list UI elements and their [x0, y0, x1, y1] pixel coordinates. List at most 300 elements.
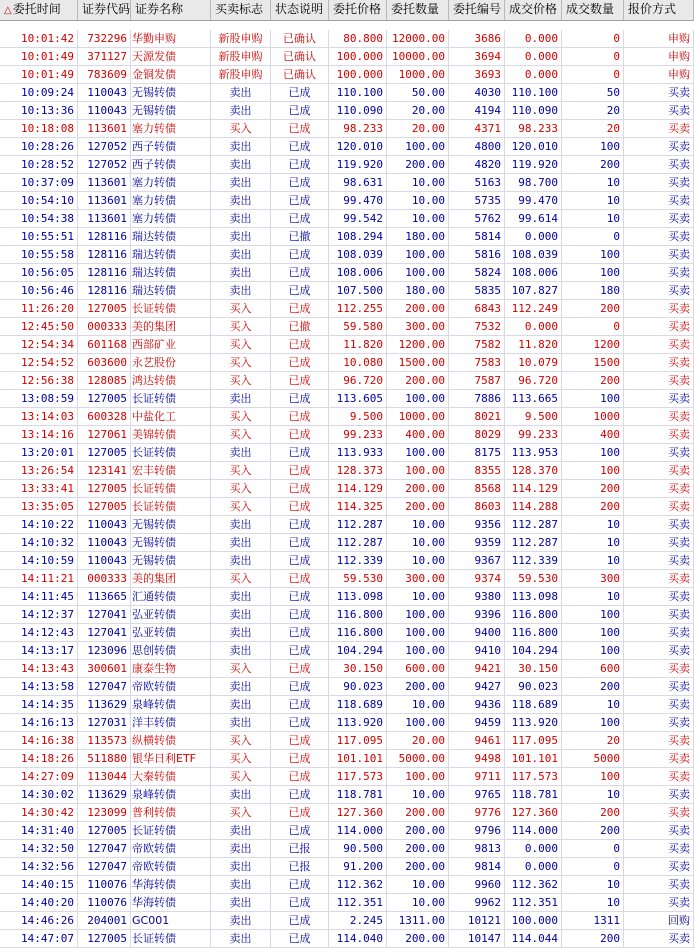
table-row[interactable] [0, 462, 694, 480]
cell-name: 西子转债 [131, 156, 211, 173]
cell-side: 买入 [211, 498, 271, 515]
cell-quote-type: 买卖 [624, 138, 694, 155]
cell-time: 10:01:49 [0, 48, 78, 65]
table-row[interactable] [0, 786, 694, 804]
cell-side: 新股申购 [211, 48, 271, 65]
cell-status: 已成 [271, 390, 329, 407]
cell-status: 已成 [271, 660, 329, 677]
table-row[interactable] [0, 174, 694, 192]
cell-code: 127005 [78, 480, 131, 497]
cell-order-qty: 200.00 [387, 930, 449, 947]
cell-side: 买入 [211, 480, 271, 497]
cell-quote-type: 申购 [624, 66, 694, 83]
table-row[interactable] [0, 228, 694, 246]
cell-status: 已成 [271, 444, 329, 461]
cell-status: 已成 [271, 606, 329, 623]
cell-fill-qty: 5000 [562, 750, 624, 767]
cell-code: 000333 [78, 318, 131, 335]
cell-order-qty: 180.00 [387, 282, 449, 299]
cell-order-price: 112.351 [329, 894, 387, 911]
column-header-quote-type[interactable]: 报价方式 [624, 0, 694, 20]
table-row[interactable] [0, 354, 694, 372]
cell-time: 12:54:52 [0, 354, 78, 371]
cell-order-id: 5735 [449, 192, 505, 209]
cell-quote-type: 买卖 [624, 174, 694, 191]
cell-order-id: 10121 [449, 912, 505, 929]
cell-side: 买入 [211, 354, 271, 371]
cell-order-id: 9796 [449, 822, 505, 839]
cell-fill-qty: 0 [562, 318, 624, 335]
cell-status: 已成 [271, 876, 329, 893]
cell-fill-price: 117.573 [505, 768, 562, 785]
cell-quote-type: 买卖 [624, 246, 694, 263]
cell-time: 13:08:59 [0, 390, 78, 407]
cell-time: 14:11:45 [0, 588, 78, 605]
table-row[interactable] [0, 426, 694, 444]
cell-order-price: 91.200 [329, 858, 387, 875]
cell-order-qty: 1200.00 [387, 336, 449, 353]
cell-quote-type: 买卖 [624, 624, 694, 641]
cell-fill-qty: 1500 [562, 354, 624, 371]
cell-order-id: 9400 [449, 624, 505, 641]
cell-side: 卖出 [211, 606, 271, 623]
cell-fill-price: 116.800 [505, 606, 562, 623]
cell-status: 已成 [271, 354, 329, 371]
table-row[interactable] [0, 912, 694, 930]
cell-code: 123141 [78, 462, 131, 479]
cell-order-price: 114.325 [329, 498, 387, 515]
cell-fill-qty: 0 [562, 30, 624, 47]
column-header-side[interactable]: 买卖标志 [211, 0, 271, 20]
column-header-time[interactable]: △委托时间 [0, 0, 78, 20]
table-row[interactable] [0, 390, 694, 408]
cell-fill-price: 114.288 [505, 498, 562, 515]
cell-quote-type: 买卖 [624, 282, 694, 299]
cell-order-id: 9356 [449, 516, 505, 533]
cell-time: 14:30:02 [0, 786, 78, 803]
cell-quote-type: 买卖 [624, 588, 694, 605]
table-row[interactable] [0, 696, 694, 714]
cell-order-qty: 10.00 [387, 210, 449, 227]
cell-order-id: 9962 [449, 894, 505, 911]
table-row[interactable] [0, 894, 694, 912]
cell-code: 000333 [78, 570, 131, 587]
cell-side: 买入 [211, 318, 271, 335]
cell-quote-type: 买卖 [624, 768, 694, 785]
cell-order-qty: 180.00 [387, 228, 449, 245]
cell-code: 127047 [78, 858, 131, 875]
cell-status: 已成 [271, 714, 329, 731]
table-row[interactable] [0, 300, 694, 318]
cell-code: 123096 [78, 642, 131, 659]
cell-order-id: 3693 [449, 66, 505, 83]
cell-order-qty: 200.00 [387, 840, 449, 857]
cell-quote-type: 买卖 [624, 390, 694, 407]
cell-quote-type: 买卖 [624, 570, 694, 587]
cell-fill-price: 120.010 [505, 138, 562, 155]
cell-order-price: 114.129 [329, 480, 387, 497]
cell-order-id: 8175 [449, 444, 505, 461]
cell-status: 已确认 [271, 48, 329, 65]
cell-side: 新股申购 [211, 30, 271, 47]
cell-quote-type: 买卖 [624, 318, 694, 335]
cell-quote-type: 回购 [624, 912, 694, 929]
cell-time: 14:32:56 [0, 858, 78, 875]
cell-code: 511880 [78, 750, 131, 767]
cell-side: 卖出 [211, 696, 271, 713]
cell-order-price: 9.500 [329, 408, 387, 425]
cell-name: 永艺股份 [131, 354, 211, 371]
cell-side: 卖出 [211, 552, 271, 569]
cell-order-qty: 10.00 [387, 588, 449, 605]
cell-code: 113601 [78, 192, 131, 209]
cell-fill-price: 11.820 [505, 336, 562, 353]
cell-code: 127005 [78, 498, 131, 515]
cell-fill-qty: 10 [562, 786, 624, 803]
table-row[interactable] [0, 678, 694, 696]
cell-code: 110076 [78, 894, 131, 911]
cell-order-qty: 100.00 [387, 642, 449, 659]
cell-fill-price: 104.294 [505, 642, 562, 659]
cell-name: 西子转债 [131, 138, 211, 155]
cell-code: 128116 [78, 264, 131, 281]
cell-order-id: 8568 [449, 480, 505, 497]
cell-code: 113044 [78, 768, 131, 785]
cell-code: 127031 [78, 714, 131, 731]
cell-fill-price: 114.000 [505, 822, 562, 839]
cell-status: 已确认 [271, 66, 329, 83]
cell-name: 泉峰转债 [131, 696, 211, 713]
cell-fill-price: 112.249 [505, 300, 562, 317]
table-row[interactable] [0, 876, 694, 894]
cell-code: 113601 [78, 210, 131, 227]
cell-code: 127047 [78, 678, 131, 695]
cell-fill-qty: 200 [562, 156, 624, 173]
cell-side: 买入 [211, 570, 271, 587]
cell-order-qty: 10.00 [387, 174, 449, 191]
table-row[interactable] [0, 480, 694, 498]
cell-order-qty: 10.00 [387, 516, 449, 533]
table-row[interactable] [0, 264, 694, 282]
cell-status: 已成 [271, 138, 329, 155]
cell-quote-type: 买卖 [624, 228, 694, 245]
cell-fill-price: 59.530 [505, 570, 562, 587]
cell-order-price: 2.245 [329, 912, 387, 929]
cell-name: 瑞达转债 [131, 282, 211, 299]
cell-order-qty: 10.00 [387, 552, 449, 569]
cell-order-id: 9960 [449, 876, 505, 893]
cell-time: 14:47:07 [0, 930, 78, 947]
cell-status: 已成 [271, 912, 329, 929]
cell-order-qty: 100.00 [387, 264, 449, 281]
cell-fill-price: 0.000 [505, 30, 562, 47]
cell-code: 110043 [78, 534, 131, 551]
cell-fill-qty: 1311 [562, 912, 624, 929]
cell-time: 14:32:50 [0, 840, 78, 857]
table-row[interactable] [0, 750, 694, 768]
cell-order-id: 4194 [449, 102, 505, 119]
cell-side: 买入 [211, 462, 271, 479]
cell-side: 买入 [211, 750, 271, 767]
cell-side: 卖出 [211, 444, 271, 461]
column-header-fill-qty[interactable]: 成交数量 [562, 0, 624, 20]
cell-quote-type: 买卖 [624, 750, 694, 767]
table-row[interactable] [0, 804, 694, 822]
table-row[interactable] [0, 372, 694, 390]
table-row[interactable] [0, 840, 694, 858]
cell-code: 128116 [78, 246, 131, 263]
table-row[interactable] [0, 246, 694, 264]
table-row[interactable] [0, 768, 694, 786]
cell-code: 128116 [78, 228, 131, 245]
cell-side: 买入 [211, 372, 271, 389]
table-row[interactable] [0, 192, 694, 210]
cell-order-price: 113.933 [329, 444, 387, 461]
cell-name: 天源发债 [131, 48, 211, 65]
column-header-name[interactable]: 证券名称 [131, 0, 211, 20]
table-row[interactable] [0, 48, 694, 66]
cell-fill-qty: 20 [562, 102, 624, 119]
cell-name: 塞力转债 [131, 192, 211, 209]
table-row[interactable] [0, 84, 694, 102]
cell-fill-qty: 10 [562, 192, 624, 209]
table-row[interactable] [0, 570, 694, 588]
cell-code: 371127 [78, 48, 131, 65]
cell-order-price: 117.573 [329, 768, 387, 785]
cell-order-price: 110.100 [329, 84, 387, 101]
cell-fill-price: 98.700 [505, 174, 562, 191]
column-header-order-price[interactable]: 委托价格 [329, 0, 387, 20]
cell-name: 瑞达转债 [131, 246, 211, 263]
cell-status: 已成 [271, 480, 329, 497]
table-row[interactable] [0, 732, 694, 750]
cell-fill-price: 112.287 [505, 534, 562, 551]
cell-side: 卖出 [211, 210, 271, 227]
cell-status: 已成 [271, 264, 329, 281]
cell-name: 塞力转债 [131, 174, 211, 191]
cell-code: 110043 [78, 552, 131, 569]
cell-order-qty: 10.00 [387, 786, 449, 803]
cell-order-price: 108.039 [329, 246, 387, 263]
cell-time: 14:40:15 [0, 876, 78, 893]
cell-quote-type: 买卖 [624, 606, 694, 623]
cell-name: 汇通转债 [131, 588, 211, 605]
cell-order-price: 112.339 [329, 552, 387, 569]
table-row[interactable] [0, 120, 694, 138]
cell-order-id: 6843 [449, 300, 505, 317]
cell-fill-qty: 300 [562, 570, 624, 587]
cell-fill-qty: 1000 [562, 408, 624, 425]
column-header-status[interactable]: 状态说明 [271, 0, 329, 20]
cell-fill-price: 113.665 [505, 390, 562, 407]
cell-quote-type: 买卖 [624, 516, 694, 533]
cell-order-id: 4030 [449, 84, 505, 101]
cell-order-price: 114.000 [329, 822, 387, 839]
cell-order-id: 7587 [449, 372, 505, 389]
cell-status: 已成 [271, 84, 329, 101]
cell-name: 长证转债 [131, 300, 211, 317]
table-row[interactable] [0, 66, 694, 84]
cell-status: 已确认 [271, 30, 329, 47]
cell-order-price: 116.800 [329, 624, 387, 641]
cell-time: 10:01:42 [0, 30, 78, 47]
table-row[interactable] [0, 444, 694, 462]
cell-fill-price: 0.000 [505, 66, 562, 83]
cell-quote-type: 买卖 [624, 408, 694, 425]
cell-order-qty: 100.00 [387, 462, 449, 479]
cell-fill-price: 118.781 [505, 786, 562, 803]
cell-time: 14:46:26 [0, 912, 78, 929]
cell-quote-type: 买卖 [624, 930, 694, 947]
table-row[interactable] [0, 534, 694, 552]
cell-order-id: 3694 [449, 48, 505, 65]
cell-time: 14:11:21 [0, 570, 78, 587]
cell-order-id: 9421 [449, 660, 505, 677]
cell-order-price: 59.580 [329, 318, 387, 335]
cell-quote-type: 买卖 [624, 858, 694, 875]
table-row[interactable] [0, 714, 694, 732]
table-row[interactable] [0, 336, 694, 354]
cell-name: 纵横转债 [131, 732, 211, 749]
cell-time: 14:13:43 [0, 660, 78, 677]
cell-name: 长证转债 [131, 498, 211, 515]
cell-order-qty: 10.00 [387, 192, 449, 209]
cell-order-qty: 600.00 [387, 660, 449, 677]
cell-name: 塞力转债 [131, 120, 211, 137]
cell-order-id: 9765 [449, 786, 505, 803]
cell-code: 127005 [78, 444, 131, 461]
cell-code: 110043 [78, 516, 131, 533]
table-row[interactable] [0, 642, 694, 660]
cell-fill-qty: 0 [562, 228, 624, 245]
table-row[interactable] [0, 408, 694, 426]
cell-fill-qty: 100 [562, 390, 624, 407]
cell-order-price: 128.373 [329, 462, 387, 479]
cell-code: 113629 [78, 696, 131, 713]
cell-name: 塞力转债 [131, 210, 211, 227]
table-row[interactable] [0, 606, 694, 624]
cell-code: 127052 [78, 156, 131, 173]
table-row[interactable] [0, 858, 694, 876]
cell-order-qty: 10.00 [387, 876, 449, 893]
cell-side: 卖出 [211, 264, 271, 281]
cell-order-price: 113.605 [329, 390, 387, 407]
cell-order-price: 80.800 [329, 30, 387, 47]
column-header-fill-price[interactable]: 成交价格 [505, 0, 562, 20]
cell-order-qty: 200.00 [387, 156, 449, 173]
cell-fill-price: 112.351 [505, 894, 562, 911]
cell-fill-price: 114.129 [505, 480, 562, 497]
table-row[interactable] [0, 624, 694, 642]
cell-fill-price: 112.339 [505, 552, 562, 569]
cell-order-qty: 1311.00 [387, 912, 449, 929]
cell-fill-qty: 10 [562, 588, 624, 605]
table-row[interactable] [0, 660, 694, 678]
cell-quote-type: 买卖 [624, 462, 694, 479]
cell-order-price: 99.470 [329, 192, 387, 209]
cell-order-id: 9498 [449, 750, 505, 767]
cell-order-id: 5824 [449, 264, 505, 281]
cell-code: 113665 [78, 588, 131, 605]
table-row[interactable] [0, 516, 694, 534]
cell-code: 601168 [78, 336, 131, 353]
table-row[interactable] [0, 318, 694, 336]
table-row[interactable] [0, 552, 694, 570]
cell-side: 卖出 [211, 282, 271, 299]
cell-status: 已成 [271, 210, 329, 227]
cell-order-qty: 100.00 [387, 768, 449, 785]
cell-name: 无锡转债 [131, 84, 211, 101]
cell-time: 14:31:40 [0, 822, 78, 839]
cell-side: 卖出 [211, 642, 271, 659]
cell-time: 14:10:22 [0, 516, 78, 533]
cell-code: 127041 [78, 606, 131, 623]
cell-order-qty: 100.00 [387, 624, 449, 641]
cell-order-qty: 20.00 [387, 732, 449, 749]
cell-side: 买入 [211, 660, 271, 677]
cell-quote-type: 买卖 [624, 642, 694, 659]
cell-time: 10:18:08 [0, 120, 78, 137]
table-row[interactable] [0, 822, 694, 840]
cell-side: 卖出 [211, 534, 271, 551]
cell-name: 弘亚转债 [131, 624, 211, 641]
cell-name: 长证转债 [131, 480, 211, 497]
cell-side: 买入 [211, 408, 271, 425]
cell-quote-type: 买卖 [624, 426, 694, 443]
cell-time: 13:35:05 [0, 498, 78, 515]
table-row[interactable] [0, 30, 694, 48]
cell-order-id: 9410 [449, 642, 505, 659]
cell-order-price: 120.010 [329, 138, 387, 155]
cell-side: 卖出 [211, 246, 271, 263]
cell-status: 已成 [271, 156, 329, 173]
cell-quote-type: 申购 [624, 30, 694, 47]
cell-fill-qty: 10 [562, 552, 624, 569]
table-row[interactable] [0, 282, 694, 300]
cell-order-price: 112.255 [329, 300, 387, 317]
cell-order-qty: 200.00 [387, 822, 449, 839]
cell-side: 卖出 [211, 228, 271, 245]
column-header-order-qty[interactable]: 委托数量 [387, 0, 449, 20]
column-header-order-id[interactable]: 委托编号 [449, 0, 505, 20]
cell-code: 127005 [78, 930, 131, 947]
cell-fill-price: 116.800 [505, 624, 562, 641]
table-row[interactable] [0, 588, 694, 606]
cell-name: 美的集团 [131, 318, 211, 335]
cell-order-qty: 200.00 [387, 804, 449, 821]
column-header-code[interactable]: 证券代码 [78, 0, 131, 20]
cell-side: 买入 [211, 120, 271, 137]
cell-fill-price: 0.000 [505, 840, 562, 857]
cell-order-price: 118.689 [329, 696, 387, 713]
cell-status: 已成 [271, 534, 329, 551]
table-row[interactable] [0, 156, 694, 174]
cell-order-id: 9380 [449, 588, 505, 605]
cell-time: 10:28:52 [0, 156, 78, 173]
cell-fill-price: 119.920 [505, 156, 562, 173]
table-row[interactable] [0, 138, 694, 156]
table-row[interactable] [0, 210, 694, 228]
cell-status: 已成 [271, 624, 329, 641]
table-row[interactable] [0, 498, 694, 516]
table-row[interactable] [0, 102, 694, 120]
table-row[interactable] [0, 930, 694, 948]
cell-name: GC001 [131, 912, 211, 929]
cell-status: 已报 [271, 858, 329, 875]
cell-order-price: 100.000 [329, 66, 387, 83]
cell-quote-type: 买卖 [624, 678, 694, 695]
cell-order-id: 8029 [449, 426, 505, 443]
